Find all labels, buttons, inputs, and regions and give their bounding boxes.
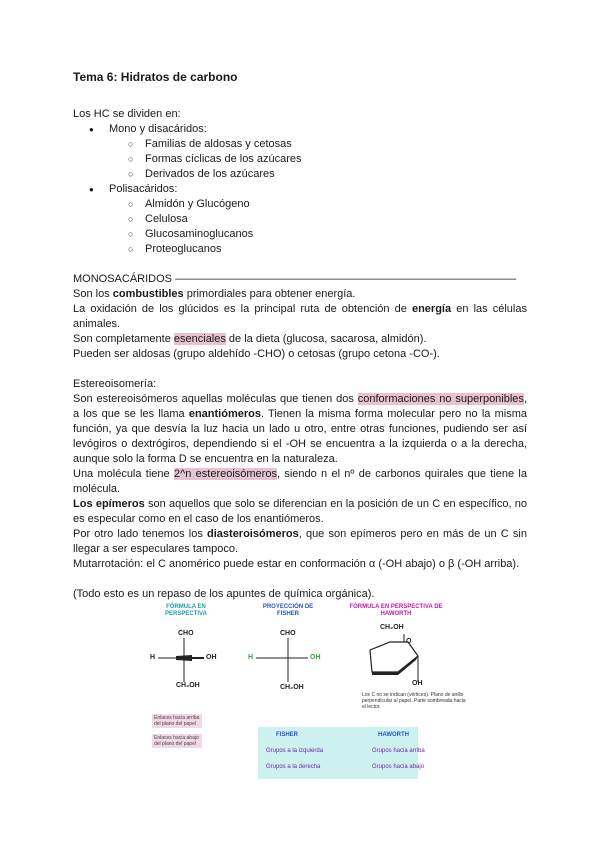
fisher-cho: CHO (280, 630, 296, 637)
haworth-oh: OH (412, 680, 423, 687)
haworth-ring-front (372, 656, 418, 675)
haworth-note: Los C no se indican (vértices). Plano de anillo perpendicular al papel. Parte sombreada hacia el lector. (362, 692, 466, 710)
perspective-ch2oh: CH₂OH (176, 682, 200, 689)
caption-formula-haworth: FÓRMULA EN PERSPECTIVA DE HAWORTH (349, 604, 443, 617)
outline-subitem: ○ Almidón y Glucógeno (73, 197, 527, 212)
page-title: Tema 6: Hidratos de carbono (73, 70, 238, 84)
perspective-cho: CHO (178, 630, 194, 637)
stereo-paragraph-4: Por otro lado tenemos los diasteroisómeros, que son epímeros pero en más de un C sin llegar a ser especulares tampoco. (73, 528, 527, 555)
fisher-ch2oh: CH₂OH (280, 684, 304, 691)
outline-subitem: ○ Derivados de los azúcares (73, 167, 527, 182)
highlight: 2^n estereoisómeros (173, 468, 277, 480)
outline-list (73, 122, 527, 257)
legend-note-down: Enlaces hacia abajo del plano del papel (152, 734, 202, 748)
outline-subitem: ○ Celulosa (73, 212, 527, 227)
outline-subitem: ○ Glucosaminoglucanos (73, 227, 527, 242)
caption-proyeccion-fisher: PROYECCIÓN DE FISHER (262, 604, 314, 617)
haworth-ring (370, 642, 418, 672)
table-row1-left: Grupos a la izquierda (266, 748, 324, 754)
haworth-ch2oh: CH₂OH (380, 624, 404, 631)
caption-formula-perspectiva: FÓRMULA EN PERSPECTIVA (165, 604, 207, 617)
legend-note-up: Enlaces hacia arriba del plano del papel (152, 714, 202, 728)
table-header-fisher: FISHER (276, 732, 299, 738)
outline-subitem: ○ Proteoglucanos (73, 242, 527, 257)
perspective-wedge (176, 655, 192, 661)
mono-line-2: La oxidación de los glúcidos es la principal ruta de obtención de energía en las células animales. (73, 303, 527, 330)
stereo-paragraph-2: Una molécula tiene 2^n estereoisómeros, siendo n el nº de carbonos quirales que tiene la molécula. (73, 468, 527, 495)
intro-text: Los HC se dividen en: (73, 108, 181, 120)
monosacaridos-heading: MONOSACÁRIDOS ——————————————————————————————— (73, 273, 517, 285)
highlight: esenciales (173, 333, 226, 345)
document-page (73, 70, 527, 602)
outline-item: ● Mono y disacáridos: (73, 122, 527, 137)
fisher-oh: OH (310, 654, 321, 661)
perspective-h: H (150, 654, 156, 661)
outline-item: ● Polisacáridos: (73, 182, 527, 197)
fisher-h: H (248, 654, 254, 661)
table-row2-right: Grupos hacia abajo (372, 764, 425, 770)
outline-subitem: ○ Familias de aldosas y cetosas (73, 137, 527, 152)
outline-subitem: ○ Formas cíclicas de los azúcares (73, 152, 527, 167)
haworth-o: O (406, 638, 412, 645)
mutarrotacion-line: Mutarrotación: el C anomérico puede estar en conformación α (-OH abajo) o β (-OH arriba). (73, 558, 520, 570)
mono-line-3: Son completamente esenciales de la dieta (glucosa, sacarosa, almidón). (73, 333, 427, 345)
repaso-note: (Todo esto es un repaso de los apuntes de química orgánica). (73, 588, 375, 600)
table-row2-left: Grupos a la derecha (266, 764, 321, 770)
perspective-oh: OH (206, 654, 217, 661)
mono-line-1: Son los combustibles primordiales para obtener energía. (73, 288, 356, 300)
highlight: conformaciones no superponibles (357, 393, 524, 405)
stereo-paragraph-3: Los epímeros son aquellos que solo se diferencian en la posición de un C en específico, no es especular como en el caso de los enantiómeros. (73, 498, 527, 525)
estereoisomeria-heading: Estereoisomería: (73, 378, 157, 390)
mono-line-4: Pueden ser aldosas (grupo aldehído -CHO) o cetosas (grupo cetona -CO-). (73, 348, 440, 360)
table-row1-right: Grupos hacia arriba (372, 748, 425, 754)
table-header-haworth: HAWORTH (378, 732, 409, 738)
stereo-paragraph-1: Son estereoisómeros aquellas moléculas que tienen dos conformaciones no superponibles, a los que se les llama enantiómeros. Tienen la misma forma molecular pero no la misma función, ya que desvía la luz hacia un lado u otro, entre otras funciones, pudiendo ser así levógiros o dextrógiros, dependiendo si el -OH se encuentra a la izquierda o a la derecha, aunque solo la forma D se encuentra en la naturaleza. (73, 393, 527, 465)
sugar-representation-figure (140, 602, 470, 780)
